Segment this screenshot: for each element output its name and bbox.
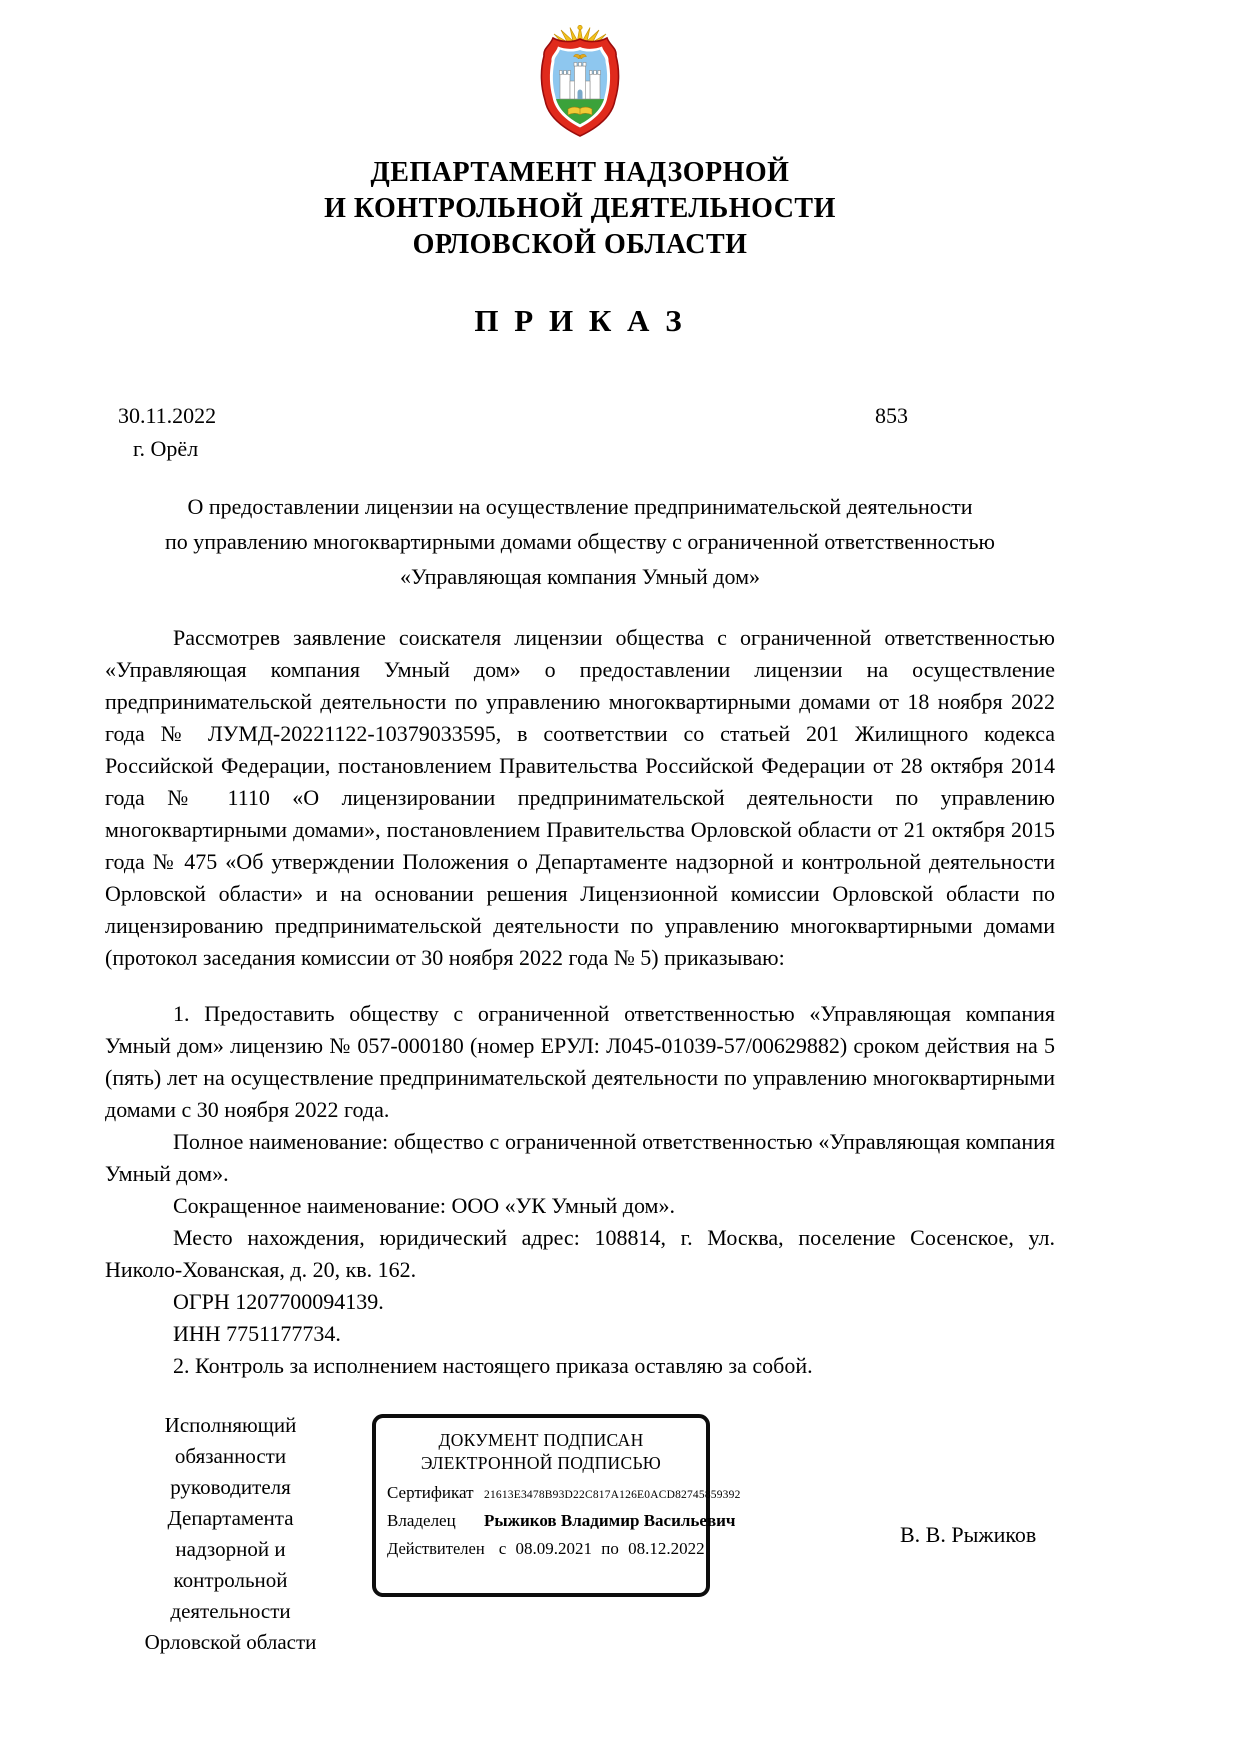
certificate-label: Сертификат (387, 1483, 474, 1502)
ogrn-paragraph: ОГРН 1207700094139. (173, 1289, 384, 1314)
organization-name-line: И КОНТРОЛЬНОЙ ДЕЯТЕЛЬНОСТИ (324, 193, 836, 224)
short-name-paragraph: Сокращенное наименование: ООО «УК Умный дом». (173, 1193, 675, 1218)
validity-label: Действителен (387, 1539, 485, 1558)
document-subject (105, 489, 1055, 594)
organization-name (105, 155, 1055, 263)
owner-label: Владелец (387, 1511, 456, 1530)
inn-paragraph: ИНН 7751177734. (173, 1321, 341, 1346)
document-date: 30.11.2022 (118, 403, 217, 428)
subject-line: «Управляющая компания Умный дом» (399, 564, 760, 589)
organization-name-line: ОРЛОВСКОЙ ОБЛАСТИ (412, 229, 748, 260)
stamp-title-line: ДОКУМЕНТ ПОДПИСАН (438, 1430, 644, 1450)
subject-line: О предоставлении лицензии на осуществление предпринимательской деятельности (187, 494, 973, 519)
signer-name: В. В. Рыжиков (900, 1522, 1037, 1547)
organization-name-line: ДЕПАРТАМЕНТ НАДЗОРНОЙ (370, 157, 790, 188)
order-item-2: 2. Контроль за исполнением настоящего приказа оставляю за собой. (173, 1353, 813, 1378)
electronic-signature-stamp (372, 1414, 741, 1597)
document-type-title: П Р И К А З (474, 303, 686, 338)
stamp-certificate-row (376, 1483, 741, 1503)
stamp-owner-row (376, 1511, 736, 1531)
full-name-paragraph: Полное наименование: общество с ограниченной ответственностью «Управляющая компания Умный дом». (105, 1129, 1055, 1186)
document-meta (105, 399, 1055, 465)
order-item-1: 1. Предоставить обществу с ограниченной ответственностью «Управляющая компания Умный дом» лицензию № 057-000180 (номер ЕРУЛ: Л045-01039-57/00629882) сроком действия на 5 (пять) лет на осуществление предпринимательской деятельности по управлению многоквартирными домами с 30 ноября 2022 года. (105, 1001, 1055, 1122)
validity-value: с 08.09.2021 по 08.12.2022 (498, 1539, 705, 1558)
address-paragraph: Место нахождения, юридический адрес: 108814, г. Москва, поселение Сосенское, ул. Николо-Хованская, д. 20, кв. 162. (105, 1225, 1055, 1282)
stamp-title (376, 1429, 706, 1475)
signature-block (105, 1410, 1055, 1678)
emblem-book (568, 107, 592, 115)
stamp-title-line: ЭЛЕКТРОННОЙ ПОДПИСЬЮ (420, 1453, 662, 1473)
oryol-coat-of-arms-icon (530, 25, 630, 137)
owner-value: Рыжиков Владимир Васильевич (484, 1511, 736, 1530)
stamp-validity-row (376, 1539, 706, 1559)
document-city: г. Орёл (133, 436, 199, 461)
preamble-paragraph: Рассмотрев заявление соискателя лицензии общества с ограниченной ответственностью «Управляющая компания Умный дом» о предоставлении лицензии на осуществление предпринимательской деятельности по управлению многоквартирными домами от 18 ноября 2022 года № ЛУМД-20221122-10379033595, в соответствии со статьей 201 Жилищного кодекса Российской Федерации, постановлением Правительства Российской Федерации от 28 октября 2014 года № 1110 «О лицензировании предпринимательской деятельности по управлению многоквартирными домами», постановлением Правительства Орловской области от 21 октября 2015 года № 475 «Об утверждении Положения о Департаменте надзорной и контрольной деятельности Орловской области» и на основании решения Лицензионной комиссии Орловской области по лицензированию предпринимательской деятельности по управлению многоквартирными домами (протокол заседания комиссии от 30 ноября 2022 года № 5) приказываю: (105, 625, 1055, 970)
certificate-value: 21613E3478B93D22C817A126E0ACD82745859392 (484, 1489, 741, 1501)
subject-line: по управлению многоквартирными домами обществу с ограниченной ответственностью (165, 529, 995, 554)
signer-position: Исполняющий обязанности руководителя Департамента надзорной и контрольной деятельности Орловской области (144, 1413, 317, 1654)
document-number: 853 (875, 403, 908, 428)
